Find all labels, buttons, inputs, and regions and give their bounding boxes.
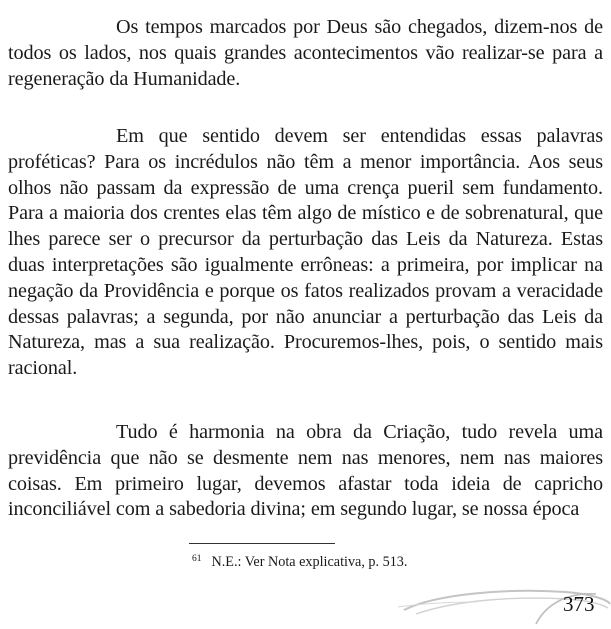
footnote-marker: 61 bbox=[192, 554, 202, 564]
footnote-divider bbox=[189, 543, 335, 544]
page-number: 373 bbox=[563, 592, 595, 616]
paragraph-1: Os tempos marcados por Deus são chegados, dizem-nos de todos os lados, nos quais grandes acontecimentos vão realizar-se para a regeneração da Humanidade. bbox=[8, 16, 603, 90]
paragraph-2: Em que sentido devem ser entendidas essas palavras proféticas? Para os incrédulos não têm a menor importância. Aos seus olhos não passam da expressão de uma crença pueril sem fundamento. Para a maioria dos crentes elas têm algo de místico e de sobrenatural, que lhes parece ser o precursor da perturbação das Leis da Natureza. Estas duas interpretações são igualmente errôneas: a primeira, por implicar na negação da Providência e porque os fatos realizados provam a veracidade dessas palavras; a segunda, por não anunciar a perturbação das Leis da Natureza, mas a sua realização. Procuremos-lhes, pois, o sentido mais racional. bbox=[8, 125, 603, 380]
paragraph-3: Tudo é harmonia na obra da Criação, tudo revela uma previdência que não se desmente nem nas menores, nem nas maiores coisas. Em primeiro lugar, devemos afastar toda ideia de capricho inconciliável com a sabedoria divina; em segundo lugar, se nossa época bbox=[8, 421, 603, 521]
footnote bbox=[192, 550, 407, 571]
footnote-text: N.E.: Ver Nota explicativa, p. 513. bbox=[211, 554, 408, 570]
